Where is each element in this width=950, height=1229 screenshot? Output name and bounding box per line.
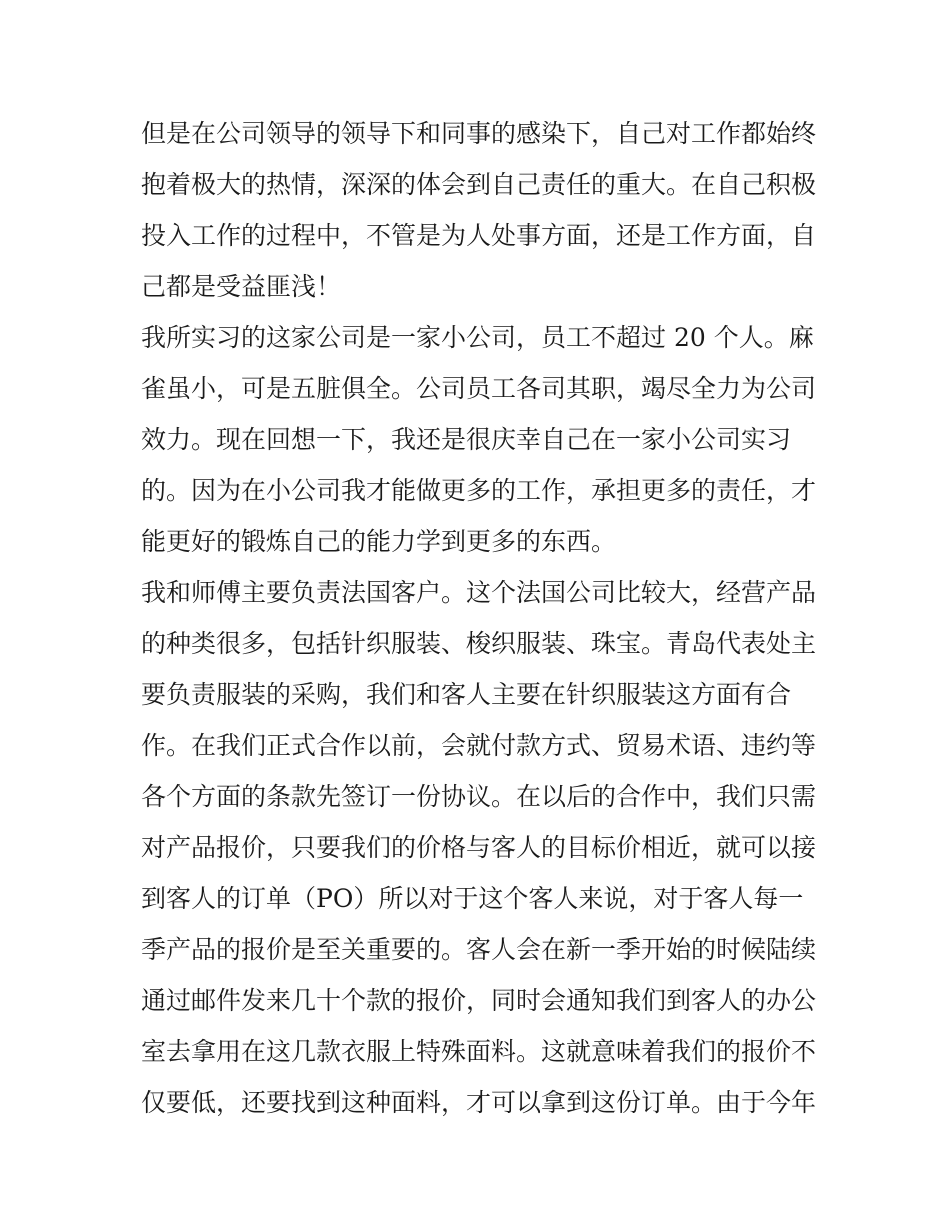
text-line: 雀虽小，可是五脏俱全。公司员工各司其职，竭尽全力为公司 — [141, 374, 817, 403]
text-line: 要负责服装的采购，我们和客人主要在针织服装这方面有合 — [141, 680, 792, 709]
text-line: 各个方面的条款先签订一份协议。在以后的合作中，我们只需 — [141, 782, 817, 811]
text-line: 通过邮件发来几十个款的报价，同时会通知我们到客人的办公 — [141, 986, 817, 1015]
text-line: 的。因为在小公司我才能做更多的工作，承担更多的责任，才 — [141, 476, 817, 505]
document-body — [141, 108, 821, 1128]
text-line: 对产品报价，只要我们的价格与客人的目标价相近，就可以接 — [141, 833, 817, 862]
text-line: 的种类很多，包括针织服装、梭织服装、珠宝。青岛代表处主 — [141, 629, 817, 658]
text-line: 室去拿用在这几款衣服上特殊面料。这就意味着我们的报价不 — [141, 1037, 817, 1066]
text-line: 季产品的报价是至关重要的。客人会在新一季开始的时候陆续 — [141, 935, 817, 964]
text-line: 作。在我们正式合作以前，会就付款方式、贸易术语、违约等 — [141, 731, 817, 760]
text-line: 己都是受益匪浅！ — [141, 272, 342, 301]
text-line: 效力。现在回想一下，我还是很庆幸自己在一家小公司实习 — [141, 425, 792, 454]
text-line: 仅要低，还要找到这种面料，才可以拿到这份订单。由于今年 — [141, 1088, 817, 1117]
text-line: 投入工作的过程中，不管是为人处事方面，还是工作方面，自 — [141, 221, 817, 250]
text-line: 抱着极大的热情，深深的体会到自己责任的重大。在自己积极 — [141, 170, 817, 199]
text-line: 到客人的订单（PO）所以对于这个客人来说，对于客人每一 — [141, 884, 804, 913]
text-line: 我所实习的这家公司是一家小公司，员工不超过 20 个人。麻 — [141, 323, 814, 352]
text-line: 我和师傅主要负责法国客户。这个法国公司比较大，经营产品 — [141, 578, 817, 607]
text-line: 但是在公司领导的领导下和同事的感染下，自己对工作都始终 — [141, 119, 817, 148]
text-line: 能更好的锻炼自己的能力学到更多的东西。 — [141, 527, 617, 556]
